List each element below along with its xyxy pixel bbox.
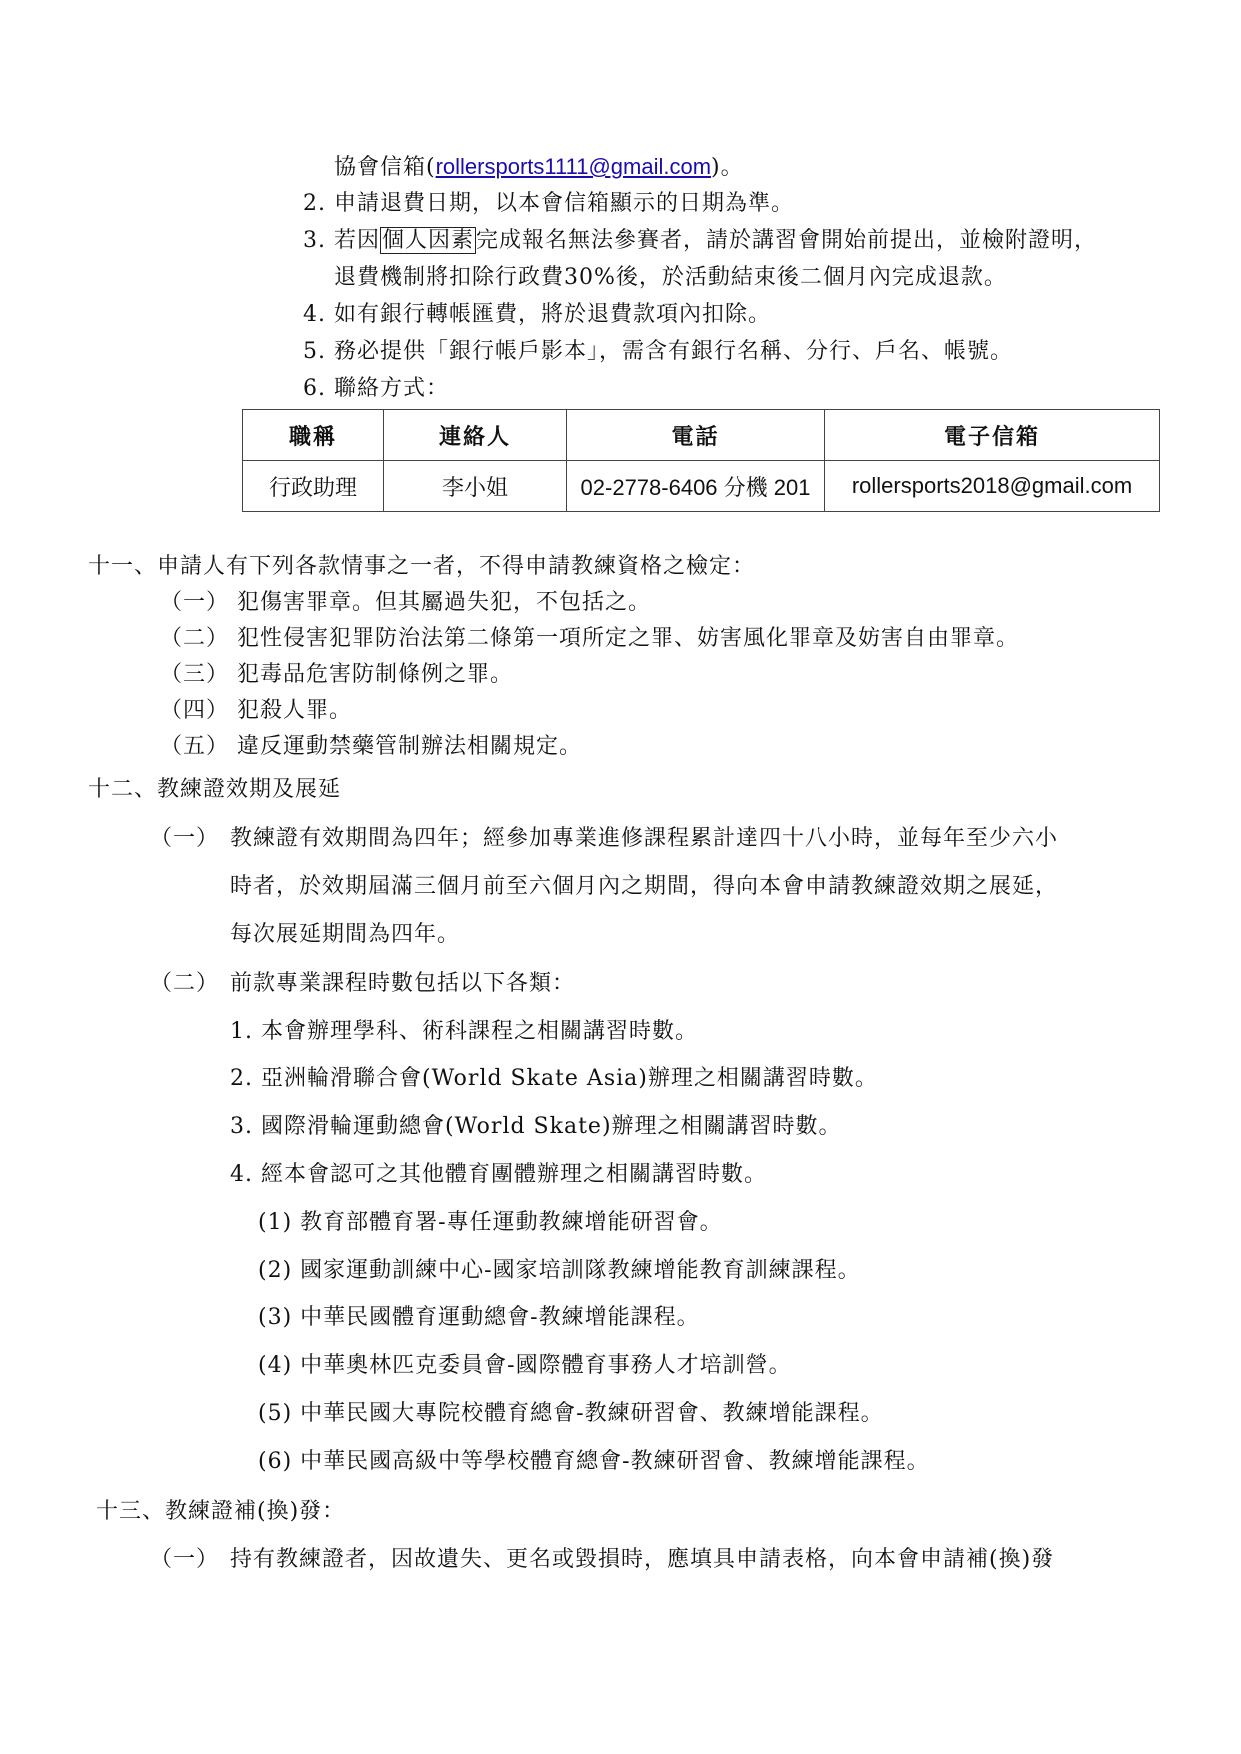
section-12-p1-line1: 教練證有效期間為四年；經參加專業進修課程累計達四十八小時，並每年至少六小	[230, 826, 1059, 851]
section-12-list-item-4: 4. 經本會認可之其他體育團體辦理之相關講習時數。	[230, 1162, 767, 1187]
section-12-p2-text: 前款專業課程時數包括以下各類：	[230, 971, 576, 996]
section-11-item-4: （四） 犯殺人罪。	[160, 698, 352, 723]
refund-item-6: 6. 聯絡方式：	[303, 376, 449, 401]
section-12-p1-label: （一）	[150, 826, 220, 851]
refund-item3-pre: 3. 若因	[303, 228, 380, 253]
refund-item-3-continuation: 退費機制將扣除行政費30%後，於活動結束後二個月內完成退款。	[334, 265, 1007, 290]
cell-title: 行政助理	[243, 461, 384, 512]
section-12-list-item-1: 1. 本會辦理學科、術科課程之相關講習時數。	[230, 1019, 698, 1044]
refund-item-3	[303, 226, 1097, 256]
section-11-item-5: （五） 違反運動禁藥管制辦法相關規定。	[160, 734, 582, 759]
section-13-p1-label: （一）	[150, 1547, 220, 1572]
refund-line0-prefix: 協會信箱(	[334, 155, 436, 180]
section-13-p1-text: 持有教練證者，因故遺失、更名或毀損時，應填具申請表格，向本會申請補(換)發	[230, 1547, 1055, 1572]
cell-phone: 02-2778-6406 分機 201	[567, 461, 825, 512]
refund-item3-post: 完成報名無法參賽者，請於講習會開始前提出，並檢附證明，	[476, 228, 1098, 253]
contact-table	[242, 409, 1160, 512]
section-12-list-item-2: 2. 亞洲輪滑聯合會(World Skate Asia)辦理之相關講習時數。	[230, 1066, 878, 1091]
section-12-p1-line2: 時者，於效期屆滿三個月前至六個月內之期間，得向本會申請教練證效期之展延，	[230, 874, 1059, 899]
section-11-item-1: （一） 犯傷害罪章。但其屬過失犯，不包括之。	[160, 590, 651, 615]
cell-email[interactable]: rollersports2018@gmail.com	[825, 461, 1160, 512]
association-email-link[interactable]: rollersports1111@gmail.com	[435, 154, 712, 179]
header-contact-person: 連絡人	[384, 410, 567, 461]
header-email: 電子信箱	[825, 410, 1160, 461]
personal-reason-box: 個人因素	[381, 228, 474, 253]
refund-item-4: 4. 如有銀行轉帳匯費，將於退費款項內扣除。	[303, 302, 771, 327]
table-row	[243, 461, 1160, 512]
section-11-item-3: （三） 犯毒品危害防制條例之罪。	[160, 662, 513, 687]
section-12-sublist-item-3: (3) 中華民國體育運動總會-教練增能課程。	[258, 1305, 700, 1330]
refund-item-2: 2. 申請退費日期，以本會信箱顯示的日期為準。	[303, 191, 794, 216]
contact-table-header-row	[243, 410, 1160, 461]
section-12-p1-line3: 每次展延期間為四年。	[230, 922, 461, 947]
refund-item1-continuation	[334, 152, 744, 183]
refund-line0-suffix: )。	[711, 155, 744, 180]
section-12-list-item-3: 3. 國際滑輪運動總會(World Skate)辦理之相關講習時數。	[230, 1114, 842, 1139]
section-11-title: 十一、申請人有下列各款情事之一者，不得申請教練資格之檢定：	[88, 554, 756, 579]
section-12-sublist-item-4: (4) 中華奧林匹克委員會-國際體育事務人才培訓營。	[258, 1353, 792, 1378]
header-phone: 電話	[567, 410, 825, 461]
header-title: 職稱	[243, 410, 384, 461]
section-12-sublist-item-6: (6) 中華民國高級中等學校體育總會-教練研習會、教練增能課程。	[258, 1449, 930, 1474]
refund-item-5: 5. 務必提供「銀行帳戶影本」，需含有銀行名稱、分行、戶名、帳號。	[303, 339, 1013, 364]
section-11-item-2: （二） 犯性侵害犯罪防治法第二條第一項所定之罪、妨害風化罪章及妨害自由罪章。	[160, 626, 1019, 651]
section-13-title: 十三、教練證補(換)發：	[96, 1499, 346, 1524]
section-12-p2-label: （二）	[150, 971, 220, 996]
section-12-sublist-item-2: (2) 國家運動訓練中心-國家培訓隊教練增能教育訓練課程。	[258, 1258, 861, 1283]
section-12-title: 十二、教練證效期及展延	[88, 777, 342, 802]
cell-contact-person: 李小姐	[384, 461, 567, 512]
section-12-sublist-item-5: (5) 中華民國大專院校體育總會-教練研習會、教練增能課程。	[258, 1401, 884, 1426]
section-12-sublist-item-1: (1) 教育部體育署-專任運動教練增能研習會。	[258, 1210, 723, 1235]
